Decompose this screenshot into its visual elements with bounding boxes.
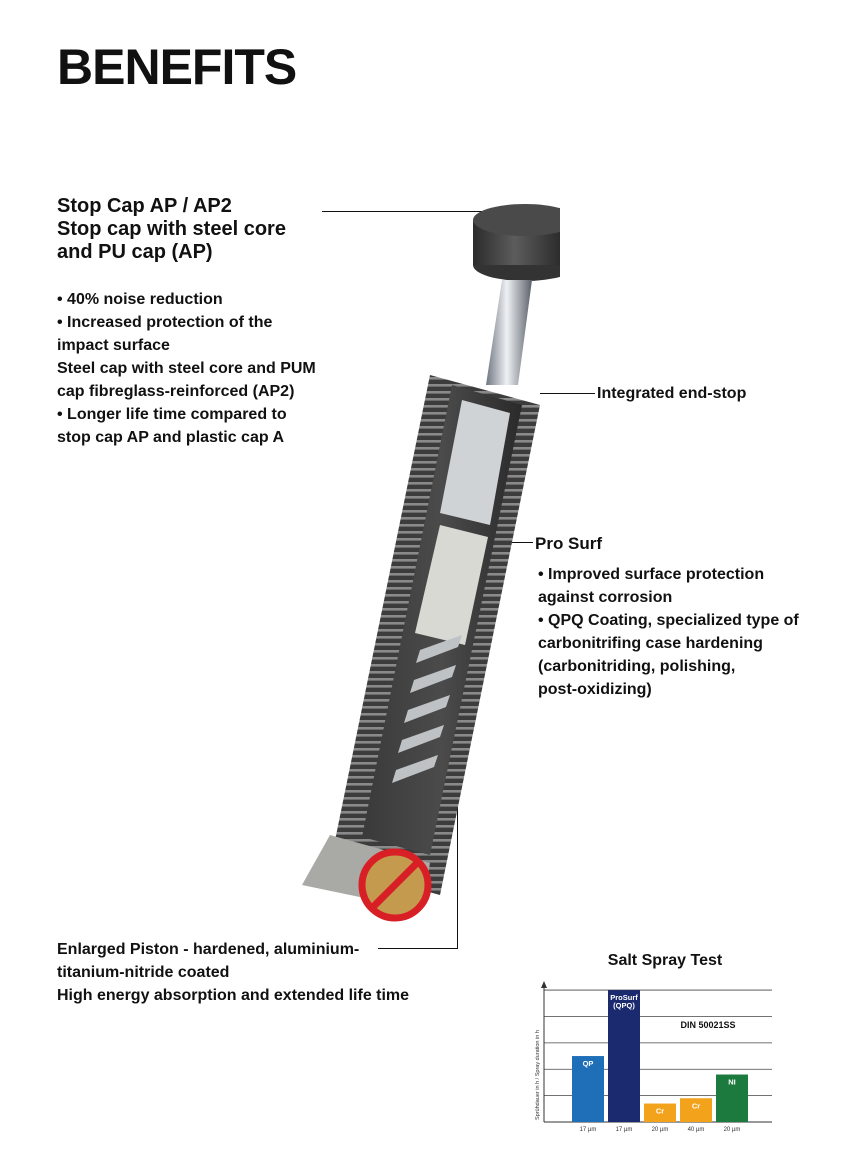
page-title: BENEFITS <box>57 39 297 95</box>
piston-rod <box>486 280 532 385</box>
pro-surf-line: carbonitrifing case hardening <box>538 635 763 652</box>
stop-cap-bullet: cap fibreglass-reinforced (AP2) <box>57 383 295 400</box>
bar-label: Cr <box>691 1101 701 1111</box>
y-axis-label: Sprühdauer in h / Spray duration in h <box>535 1030 541 1120</box>
stop-cap-bullet: • Longer life time compared to <box>57 406 287 423</box>
category-label: 17 µm <box>615 1127 633 1133</box>
pro-surf-line: post-oxidizing) <box>538 681 652 698</box>
stop-cap-heading-line: Stop cap with steel core <box>57 218 286 240</box>
category-label: 20 µm <box>723 1127 741 1133</box>
stop-cap-heading-line: Stop Cap AP / AP2 <box>57 195 232 217</box>
pro-surf-line: • Improved surface protection <box>538 566 765 583</box>
salt-spray-chart <box>530 980 780 1140</box>
bar-label: QP <box>582 1059 594 1069</box>
bar-label: ProSurf <box>610 993 638 1003</box>
stop-cap-bullet: • 40% noise reduction <box>57 291 223 308</box>
category-label: 17 µm <box>579 1127 597 1133</box>
stop-cap-bullet: impact surface <box>57 337 170 354</box>
category-label: 40 µm <box>687 1127 705 1133</box>
y-axis-arrow <box>541 981 547 988</box>
bar-label: (QPQ) <box>613 1001 635 1011</box>
stop-cap-heading-line: and PU cap (AP) <box>57 241 213 263</box>
pro-surf-line: against corrosion <box>538 589 673 606</box>
pro-surf-line: • QPQ Coating, specialized type of <box>538 612 799 629</box>
piston-lines <box>57 938 409 1007</box>
bar-label: NI <box>728 1077 736 1087</box>
stop-cap-bullets <box>57 288 316 449</box>
piston-line: titanium-nitride coated <box>57 964 230 981</box>
stop-cap-bullet: • Increased protection of the <box>57 314 273 331</box>
bar-label: Cr <box>655 1106 665 1116</box>
piston-line: Enlarged Piston - hardened, aluminium- <box>57 941 360 958</box>
chart-annotation: DIN 50021SS <box>680 1020 736 1030</box>
category-label: 20 µm <box>651 1127 669 1133</box>
shock-absorber-illustration <box>290 195 560 935</box>
end-stop-label: Integrated end-stop <box>597 385 747 402</box>
stop-cap-bullet: Steel cap with steel core and PUM <box>57 360 316 377</box>
piston-line: High energy absorption and extended life time <box>57 987 410 1004</box>
pro-surf-lines <box>538 563 799 701</box>
stop-cap-heading <box>57 195 286 264</box>
chart-title: Salt Spray Test <box>607 952 723 969</box>
pro-surf-label: Pro Surf <box>535 534 603 553</box>
stop-cap-bullet: stop cap AP and plastic cap A <box>57 429 285 446</box>
pro-surf-line: (carbonitriding, polishing, <box>538 658 736 675</box>
